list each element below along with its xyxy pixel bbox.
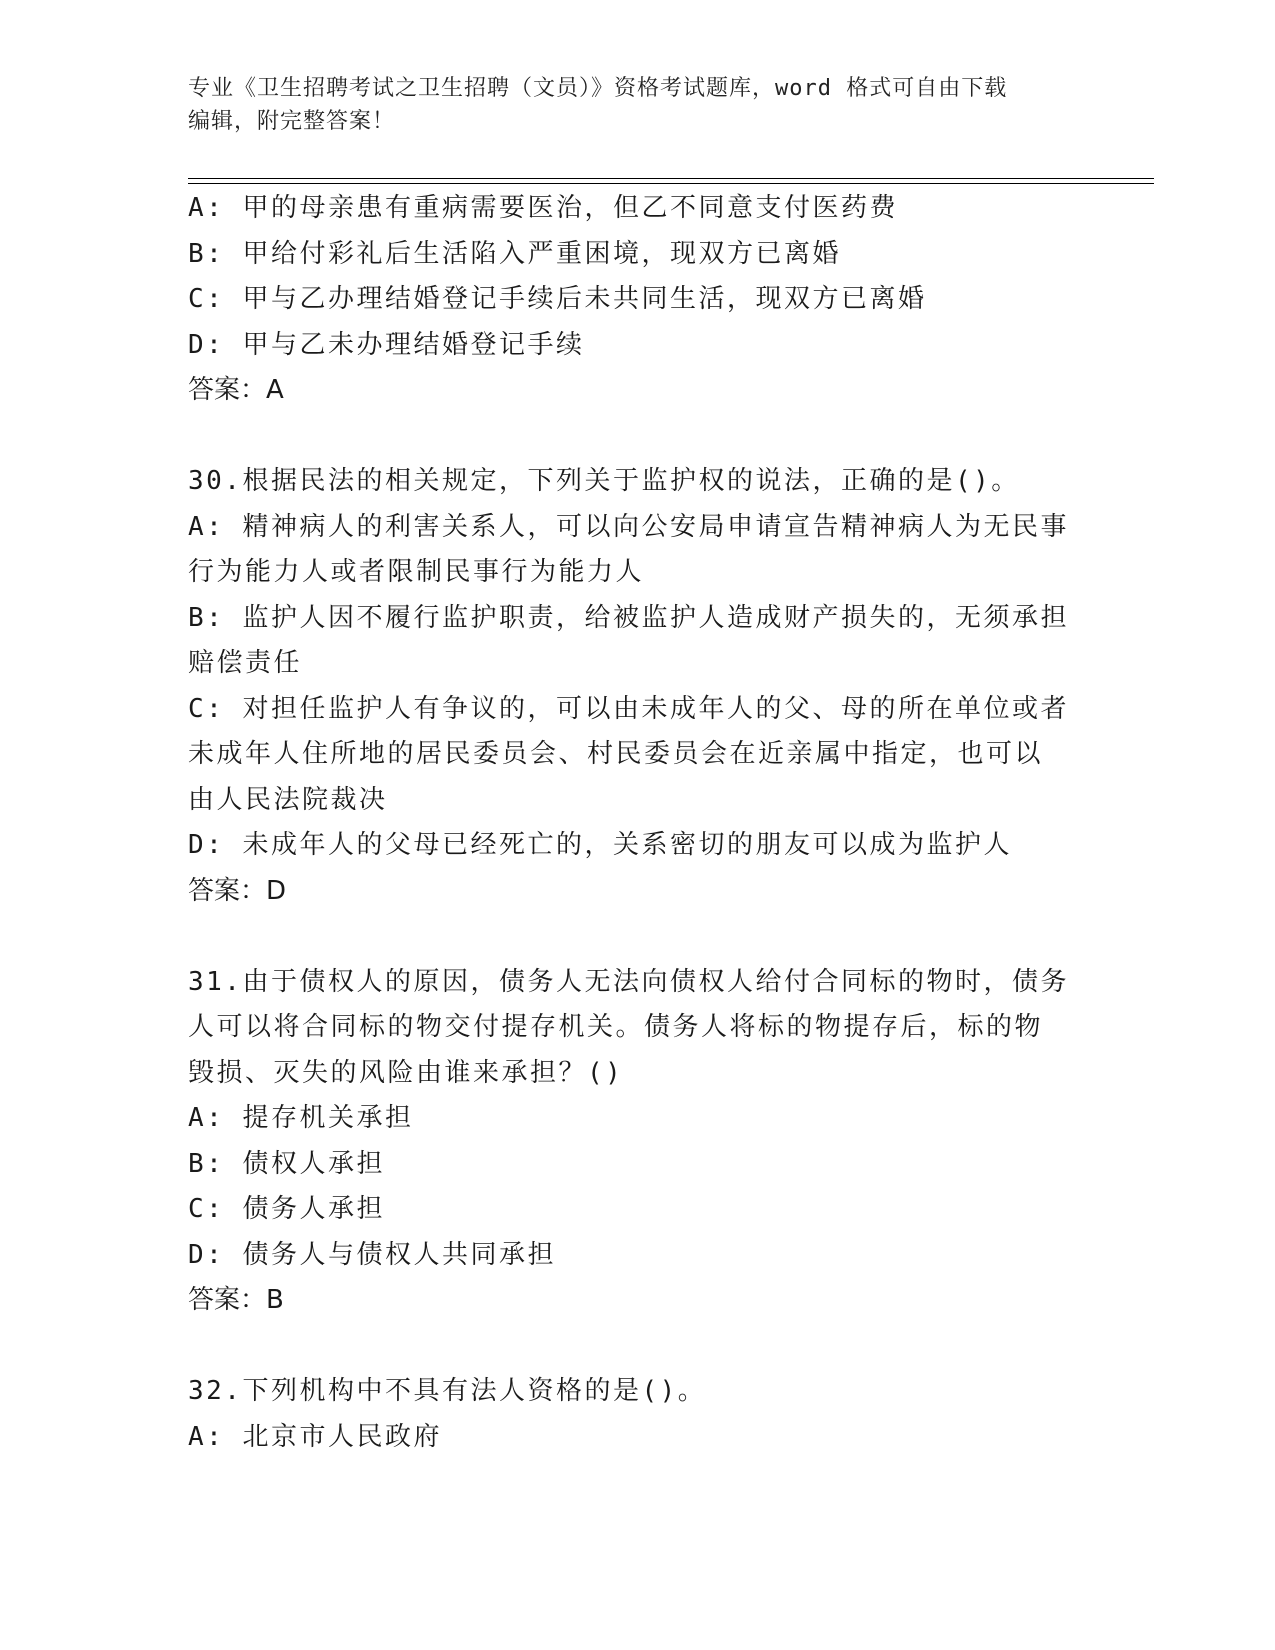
spacer xyxy=(188,1324,1088,1370)
answer: 答案：D xyxy=(188,875,287,906)
option-b: B: 甲给付彩礼后生活陷入严重困境，现双方已离婚 xyxy=(188,238,841,269)
option-b: B: 债权人承担 xyxy=(188,1148,385,1179)
option-d: D: 甲与乙未办理结婚登记手续 xyxy=(188,329,585,360)
option-d: D: 债务人与债权人共同承担 xyxy=(188,1239,556,1270)
option-a: A: 北京市人民政府 xyxy=(188,1421,442,1452)
header-divider-bottom xyxy=(188,183,1154,184)
answer: 答案：B xyxy=(188,1285,284,1315)
header-line: 专业《卫生招聘考试之卫生招聘（文员）》资格考试题库，word 格式可自由下载 xyxy=(188,76,1008,101)
question-stem: 32.下列机构中不具有法人资格的是()。 xyxy=(188,1376,707,1406)
option-c: C: 对担任监护人有争议的，可以由未成年人的父、母的所在单位或者 xyxy=(188,693,1069,724)
option-a: A: 精神病人的利害关系人，可以向公安局申请宣告精神病人为无民事 xyxy=(188,511,1069,542)
question-stem: 30.根据民法的相关规定，下列关于监护权的说法，正确的是()。 xyxy=(188,466,1020,496)
option-b-cont: 赔偿责任 xyxy=(188,648,303,678)
question-stem: 31.由于债权人的原因，债务人无法向债权人给付合同标的物时，债务 xyxy=(188,966,1069,997)
option-c-cont: 未成年人住所地的居民委员会、村民委员会在近亲属中指定，也可以 xyxy=(188,739,1044,769)
option-a: A: 提存机关承担 xyxy=(188,1103,414,1133)
question-31 xyxy=(188,960,1088,1324)
spacer xyxy=(188,414,1088,460)
header-divider-top xyxy=(188,178,1154,179)
question-29 xyxy=(188,186,1088,414)
question-30 xyxy=(188,459,1088,914)
question-stem-cont: 毁损、灭失的风险由谁来承担？() xyxy=(188,1057,624,1088)
question-32 xyxy=(188,1369,1088,1460)
option-c: C: 债务人承担 xyxy=(188,1194,385,1224)
option-a: A: 甲的母亲患有重病需要医治，但乙不同意支付医药费 xyxy=(188,193,898,223)
answer: 答案：A xyxy=(188,375,284,405)
document-header xyxy=(188,72,1088,138)
option-b: B: 监护人因不履行监护职责，给被监护人造成财产损失的，无须承担 xyxy=(188,602,1069,633)
option-c-cont: 由人民法院裁决 xyxy=(188,784,388,815)
option-d: D: 未成年人的父母已经死亡的，关系密切的朋友可以成为监护人 xyxy=(188,830,1012,860)
spacer xyxy=(188,914,1088,960)
document-body xyxy=(188,186,1088,1460)
question-stem-cont: 人可以将合同标的物交付提存机关。债务人将标的物提存后，标的物 xyxy=(188,1012,1044,1042)
header-line: 编辑，附完整答案！ xyxy=(188,109,396,134)
option-c: C: 甲与乙办理结婚登记手续后未共同生活，现双方已离婚 xyxy=(188,284,927,314)
option-a-cont: 行为能力人或者限制民事行为能力人 xyxy=(188,557,645,587)
